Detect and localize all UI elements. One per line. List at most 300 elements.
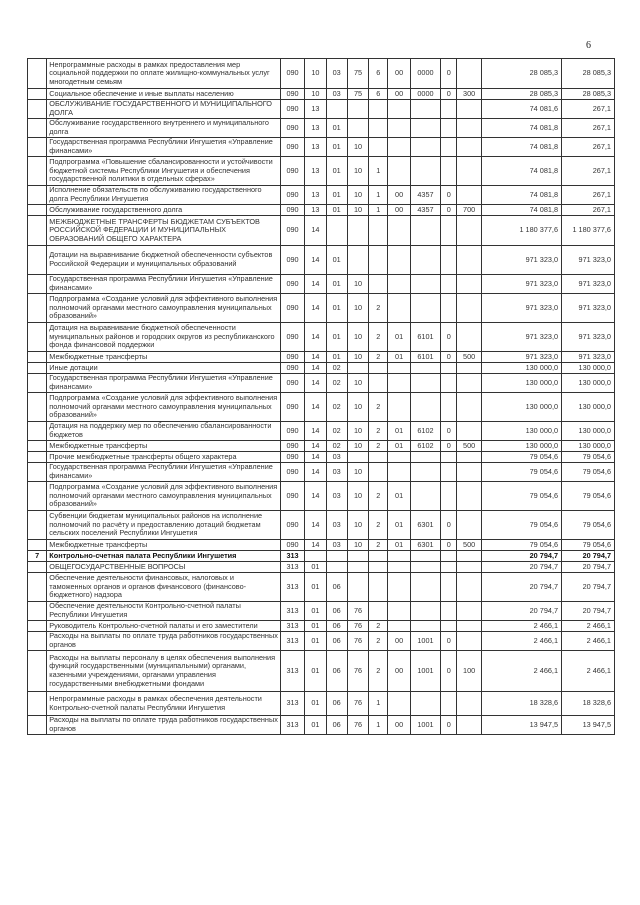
code-cell: 06 <box>326 716 347 735</box>
code-cell: 0 <box>441 323 457 352</box>
code-cell: 090 <box>280 482 304 511</box>
item-name-cell: Обеспечение деятельности Контрольно-счетной палаты Республики Ингушетия <box>47 602 281 621</box>
code-cell: 090 <box>280 441 304 452</box>
code-cell: 313 <box>280 632 304 651</box>
code-cell: 10 <box>347 463 368 482</box>
code-cell: 00 <box>388 632 410 651</box>
amount-cell: 130 000,0 <box>481 441 561 452</box>
code-cell: 01 <box>326 246 347 275</box>
code-cell <box>457 632 481 651</box>
code-cell <box>347 216 368 246</box>
code-cell <box>369 374 388 393</box>
amount-second-cell: 971 323,0 <box>562 352 615 363</box>
code-cell <box>305 551 326 562</box>
code-cell: 13 <box>305 100 326 119</box>
code-cell <box>388 551 410 562</box>
amount-cell: 79 054,6 <box>481 482 561 511</box>
code-cell: 0 <box>441 651 457 692</box>
code-cell: 03 <box>326 482 347 511</box>
code-cell <box>457 246 481 275</box>
code-cell: 6101 <box>410 352 440 363</box>
amount-second-cell: 971 323,0 <box>562 294 615 323</box>
code-cell: 01 <box>305 692 326 716</box>
code-cell: 313 <box>280 651 304 692</box>
code-cell <box>410 294 440 323</box>
amount-second-cell: 267,1 <box>562 205 615 216</box>
item-name-cell: Государственная программа Республики Ингушетия «Управление финансами» <box>47 138 281 157</box>
code-cell: 090 <box>280 352 304 363</box>
table-row <box>28 352 615 363</box>
code-cell: 10 <box>347 323 368 352</box>
amount-cell: 20 794,7 <box>481 562 561 573</box>
code-cell <box>457 602 481 621</box>
code-cell: 02 <box>326 393 347 422</box>
code-cell <box>410 482 440 511</box>
code-cell <box>410 562 440 573</box>
code-cell: 06 <box>326 621 347 632</box>
table-row <box>28 441 615 452</box>
code-cell: 090 <box>280 422 304 441</box>
code-cell: 01 <box>326 352 347 363</box>
code-cell: 00 <box>388 651 410 692</box>
code-cell: 10 <box>347 422 368 441</box>
row-index-cell <box>28 186 47 205</box>
item-name-cell: Обеспечение деятельности финансовых, налоговых и таможенных органов и органов финансового (финансово-бюджетного) надзора <box>47 573 281 602</box>
code-cell: 0 <box>441 59 457 89</box>
code-cell <box>388 216 410 246</box>
code-cell: 1 <box>369 692 388 716</box>
item-name-cell: Расходы на выплаты персоналу в целях обеспечения выполнения функций государственными (муниципальными) органами, казенными учреждениями, органами управления государственными внебюджетными фондами <box>47 651 281 692</box>
code-cell <box>326 216 347 246</box>
row-index-cell <box>28 511 47 540</box>
code-cell <box>457 374 481 393</box>
item-name-cell: Расходы на выплаты по оплате труда работников государственных органов <box>47 632 281 651</box>
code-cell <box>410 692 440 716</box>
amount-second-cell: 2 466,1 <box>562 621 615 632</box>
code-cell: 2 <box>369 540 388 551</box>
code-cell <box>347 119 368 138</box>
code-cell: 090 <box>280 100 304 119</box>
item-name-cell: Подпрограмма «Повышение сбалансированности и устойчивости бюджетной системы Республики Ингушетия и обеспечения государственной политики в отдельных сферах» <box>47 157 281 186</box>
amount-cell: 28 085,3 <box>481 59 561 89</box>
code-cell: 090 <box>280 119 304 138</box>
amount-cell: 74 081,8 <box>481 205 561 216</box>
code-cell: 2 <box>369 294 388 323</box>
row-index-cell <box>28 363 47 374</box>
code-cell: 313 <box>280 551 304 562</box>
amount-second-cell: 130 000,0 <box>562 393 615 422</box>
table-row <box>28 205 615 216</box>
code-cell <box>388 157 410 186</box>
amount-second-cell: 267,1 <box>562 119 615 138</box>
code-cell <box>388 100 410 119</box>
table-row <box>28 59 615 89</box>
amount-second-cell: 267,1 <box>562 186 615 205</box>
code-cell <box>457 275 481 294</box>
code-cell: 6102 <box>410 422 440 441</box>
code-cell: 090 <box>280 157 304 186</box>
amount-cell: 971 323,0 <box>481 275 561 294</box>
code-cell: 06 <box>326 692 347 716</box>
code-cell: 10 <box>347 540 368 551</box>
code-cell: 0 <box>441 186 457 205</box>
code-cell <box>410 374 440 393</box>
row-index-cell <box>28 621 47 632</box>
code-cell <box>457 323 481 352</box>
code-cell: 090 <box>280 59 304 89</box>
amount-cell: 74 081,8 <box>481 157 561 186</box>
code-cell <box>369 573 388 602</box>
code-cell <box>457 452 481 463</box>
code-cell: 300 <box>457 89 481 100</box>
code-cell: 10 <box>347 138 368 157</box>
code-cell: 1 <box>369 157 388 186</box>
code-cell <box>410 551 440 562</box>
row-index-cell <box>28 89 47 100</box>
code-cell <box>441 294 457 323</box>
item-name-cell: Дотации на выравнивание бюджетной обеспеченности субъектов Российской Федерации и муниципальных образований <box>47 246 281 275</box>
code-cell <box>347 246 368 275</box>
code-cell: 01 <box>388 511 410 540</box>
code-cell <box>441 246 457 275</box>
table-row <box>28 422 615 441</box>
code-cell: 76 <box>347 621 368 632</box>
table-row <box>28 275 615 294</box>
table-row <box>28 323 615 352</box>
code-cell: 090 <box>280 205 304 216</box>
code-cell: 6 <box>369 89 388 100</box>
code-cell: 10 <box>347 294 368 323</box>
table-row <box>28 216 615 246</box>
code-cell: 1001 <box>410 716 440 735</box>
amount-second-cell: 20 794,7 <box>562 562 615 573</box>
code-cell <box>441 621 457 632</box>
code-cell: 090 <box>280 323 304 352</box>
code-cell: 03 <box>326 59 347 89</box>
row-index-cell <box>28 100 47 119</box>
code-cell <box>388 562 410 573</box>
amount-cell: 130 000,0 <box>481 374 561 393</box>
row-index-cell <box>28 540 47 551</box>
item-name-cell: Субвенции бюджетам муниципальных районов на исполнение полномочий по расчёту и предоставлению дотаций бюджетам сельских поселений Республики Ингушетия <box>47 511 281 540</box>
amount-second-cell: 130 000,0 <box>562 441 615 452</box>
code-cell <box>410 602 440 621</box>
item-name-cell: Подпрограмма «Создание условий для эффективного выполнения полномочий органами местного самоуправления муниципальных образований» <box>47 294 281 323</box>
code-cell: 313 <box>280 621 304 632</box>
row-index-cell <box>28 393 47 422</box>
code-cell <box>347 100 368 119</box>
code-cell: 0000 <box>410 89 440 100</box>
amount-second-cell: 18 328,6 <box>562 692 615 716</box>
amount-cell: 971 323,0 <box>481 352 561 363</box>
code-cell: 0 <box>441 422 457 441</box>
amount-cell: 2 466,1 <box>481 651 561 692</box>
amount-cell: 130 000,0 <box>481 422 561 441</box>
code-cell: 0 <box>441 511 457 540</box>
code-cell <box>457 511 481 540</box>
item-name-cell: Государственная программа Республики Ингушетия «Управление финансами» <box>47 374 281 393</box>
code-cell: 00 <box>388 186 410 205</box>
row-index-cell <box>28 692 47 716</box>
amount-second-cell: 971 323,0 <box>562 246 615 275</box>
code-cell: 1 <box>369 205 388 216</box>
code-cell <box>457 294 481 323</box>
code-cell <box>410 573 440 602</box>
amount-second-cell: 130 000,0 <box>562 374 615 393</box>
code-cell: 14 <box>305 511 326 540</box>
code-cell <box>410 138 440 157</box>
code-cell <box>410 216 440 246</box>
code-cell: 090 <box>280 89 304 100</box>
code-cell: 03 <box>326 89 347 100</box>
table-row <box>28 463 615 482</box>
amount-cell: 74 081,6 <box>481 100 561 119</box>
code-cell <box>457 692 481 716</box>
row-index-cell <box>28 216 47 246</box>
code-cell: 6101 <box>410 323 440 352</box>
code-cell: 10 <box>347 205 368 216</box>
amount-second-cell: 2 466,1 <box>562 632 615 651</box>
item-name-cell: Государственная программа Республики Ингушетия «Управление финансами» <box>47 463 281 482</box>
table-row <box>28 692 615 716</box>
amount-cell: 79 054,6 <box>481 452 561 463</box>
code-cell: 090 <box>280 294 304 323</box>
code-cell: 00 <box>388 205 410 216</box>
amount-second-cell: 28 085,3 <box>562 59 615 89</box>
code-cell: 0 <box>441 632 457 651</box>
row-index-cell <box>28 651 47 692</box>
item-name-cell: Непрограммные расходы в рамках обеспечения деятельности Контрольно-счетной палаты Республики Ингушетия <box>47 692 281 716</box>
page-number: 6 <box>586 40 591 51</box>
code-cell: 313 <box>280 573 304 602</box>
code-cell: 14 <box>305 463 326 482</box>
code-cell <box>441 463 457 482</box>
code-cell: 10 <box>347 374 368 393</box>
code-cell: 01 <box>326 157 347 186</box>
code-cell: 14 <box>305 323 326 352</box>
amount-cell: 2 466,1 <box>481 621 561 632</box>
row-index-cell <box>28 246 47 275</box>
table-row <box>28 716 615 735</box>
code-cell: 01 <box>326 323 347 352</box>
code-cell: 10 <box>347 441 368 452</box>
code-cell: 090 <box>280 138 304 157</box>
code-cell: 01 <box>388 540 410 551</box>
code-cell: 6301 <box>410 511 440 540</box>
code-cell <box>369 562 388 573</box>
code-cell: 090 <box>280 511 304 540</box>
code-cell: 0 <box>441 205 457 216</box>
code-cell: 06 <box>326 602 347 621</box>
code-cell: 2 <box>369 632 388 651</box>
code-cell: 090 <box>280 463 304 482</box>
code-cell <box>369 463 388 482</box>
code-cell: 0 <box>441 441 457 452</box>
table-row <box>28 294 615 323</box>
code-cell <box>410 246 440 275</box>
code-cell <box>441 374 457 393</box>
code-cell: 500 <box>457 441 481 452</box>
code-cell <box>441 157 457 186</box>
code-cell <box>457 562 481 573</box>
table-row <box>28 119 615 138</box>
code-cell <box>388 138 410 157</box>
item-name-cell: Подпрограмма «Создание условий для эффективного выполнения полномочий органами местного самоуправления муниципальных образований» <box>47 393 281 422</box>
code-cell: 1 <box>369 716 388 735</box>
code-cell <box>369 138 388 157</box>
code-cell <box>347 562 368 573</box>
code-cell: 14 <box>305 363 326 374</box>
code-cell: 14 <box>305 275 326 294</box>
row-index-cell <box>28 452 47 463</box>
row-index-cell <box>28 374 47 393</box>
code-cell <box>457 100 481 119</box>
code-cell <box>410 452 440 463</box>
code-cell: 76 <box>347 632 368 651</box>
code-cell: 03 <box>326 511 347 540</box>
code-cell <box>457 463 481 482</box>
code-cell: 500 <box>457 352 481 363</box>
item-name-cell: Исполнение обязательств по обслуживанию государственного долга Республики Ингушетия <box>47 186 281 205</box>
amount-cell: 20 794,7 <box>481 602 561 621</box>
row-index-cell <box>28 157 47 186</box>
code-cell <box>388 374 410 393</box>
amount-second-cell: 13 947,5 <box>562 716 615 735</box>
code-cell <box>369 216 388 246</box>
code-cell: 4357 <box>410 205 440 216</box>
code-cell: 76 <box>347 651 368 692</box>
code-cell: 01 <box>326 294 347 323</box>
code-cell <box>441 363 457 374</box>
item-name-cell: ОБСЛУЖИВАНИЕ ГОСУДАРСТВЕННОГО И МУНИЦИПАЛЬНОГО ДОЛГА <box>47 100 281 119</box>
code-cell: 02 <box>326 422 347 441</box>
amount-cell: 20 794,7 <box>481 573 561 602</box>
code-cell: 500 <box>457 540 481 551</box>
code-cell: 2 <box>369 511 388 540</box>
code-cell <box>457 573 481 602</box>
code-cell: 01 <box>388 422 410 441</box>
code-cell: 06 <box>326 651 347 692</box>
amount-cell: 971 323,0 <box>481 246 561 275</box>
code-cell <box>457 482 481 511</box>
code-cell: 03 <box>326 452 347 463</box>
code-cell: 14 <box>305 352 326 363</box>
amount-second-cell: 267,1 <box>562 157 615 186</box>
table-row <box>28 157 615 186</box>
code-cell: 10 <box>347 482 368 511</box>
code-cell <box>441 100 457 119</box>
table-row <box>28 482 615 511</box>
code-cell <box>369 275 388 294</box>
item-name-cell: Контрольно-счетная палата Республики Ингушетия <box>47 551 281 562</box>
table-row <box>28 452 615 463</box>
row-index-cell <box>28 632 47 651</box>
code-cell <box>388 452 410 463</box>
code-cell: 02 <box>326 374 347 393</box>
code-cell <box>347 573 368 602</box>
code-cell: 01 <box>388 352 410 363</box>
code-cell <box>388 363 410 374</box>
code-cell <box>388 246 410 275</box>
code-cell <box>347 551 368 562</box>
item-name-cell: Дотация на выравнивание бюджетной обеспеченности муниципальных районов и городских округов из республиканского фонда финансовой поддержки <box>47 323 281 352</box>
code-cell: 090 <box>280 452 304 463</box>
code-cell <box>441 482 457 511</box>
amount-second-cell: 20 794,7 <box>562 551 615 562</box>
amount-second-cell: 79 054,6 <box>562 540 615 551</box>
amount-cell: 130 000,0 <box>481 363 561 374</box>
code-cell: 10 <box>347 186 368 205</box>
code-cell <box>388 119 410 138</box>
code-cell: 14 <box>305 452 326 463</box>
code-cell <box>441 138 457 157</box>
code-cell: 10 <box>347 275 368 294</box>
row-index-cell <box>28 716 47 735</box>
code-cell: 090 <box>280 275 304 294</box>
code-cell <box>369 246 388 275</box>
amount-second-cell: 79 054,6 <box>562 463 615 482</box>
code-cell: 01 <box>326 275 347 294</box>
amount-cell: 13 947,5 <box>481 716 561 735</box>
row-index-cell <box>28 59 47 89</box>
code-cell: 06 <box>326 632 347 651</box>
code-cell: 0 <box>441 540 457 551</box>
amount-cell: 971 323,0 <box>481 323 561 352</box>
code-cell: 01 <box>305 562 326 573</box>
item-name-cell: Расходы на выплаты по оплате труда работников государственных органов <box>47 716 281 735</box>
code-cell: 10 <box>305 89 326 100</box>
code-cell: 02 <box>326 441 347 452</box>
code-cell: 00 <box>388 716 410 735</box>
code-cell: 10 <box>347 352 368 363</box>
code-cell: 01 <box>326 186 347 205</box>
code-cell: 01 <box>305 632 326 651</box>
table-row <box>28 89 615 100</box>
row-index-cell <box>28 422 47 441</box>
code-cell: 0 <box>441 716 457 735</box>
code-cell: 01 <box>305 602 326 621</box>
code-cell <box>410 157 440 186</box>
code-cell <box>388 692 410 716</box>
amount-second-cell: 79 054,6 <box>562 482 615 511</box>
amount-cell: 79 054,6 <box>481 463 561 482</box>
code-cell: 14 <box>305 482 326 511</box>
code-cell: 01 <box>305 651 326 692</box>
code-cell <box>457 59 481 89</box>
code-cell: 01 <box>388 441 410 452</box>
code-cell <box>369 551 388 562</box>
code-cell <box>441 393 457 422</box>
table-row <box>28 138 615 157</box>
row-index-cell <box>28 294 47 323</box>
row-index-cell <box>28 138 47 157</box>
table-row <box>28 246 615 275</box>
row-index-cell <box>28 323 47 352</box>
code-cell <box>326 100 347 119</box>
amount-cell: 971 323,0 <box>481 294 561 323</box>
amount-second-cell: 267,1 <box>562 100 615 119</box>
amount-second-cell: 971 323,0 <box>562 323 615 352</box>
budget-table <box>27 58 615 735</box>
code-cell: 76 <box>347 716 368 735</box>
code-cell: 13 <box>305 157 326 186</box>
amount-cell: 74 081,8 <box>481 138 561 157</box>
code-cell: 0 <box>441 89 457 100</box>
row-index-cell <box>28 275 47 294</box>
code-cell: 01 <box>305 573 326 602</box>
amount-cell: 74 081,8 <box>481 119 561 138</box>
code-cell: 14 <box>305 422 326 441</box>
